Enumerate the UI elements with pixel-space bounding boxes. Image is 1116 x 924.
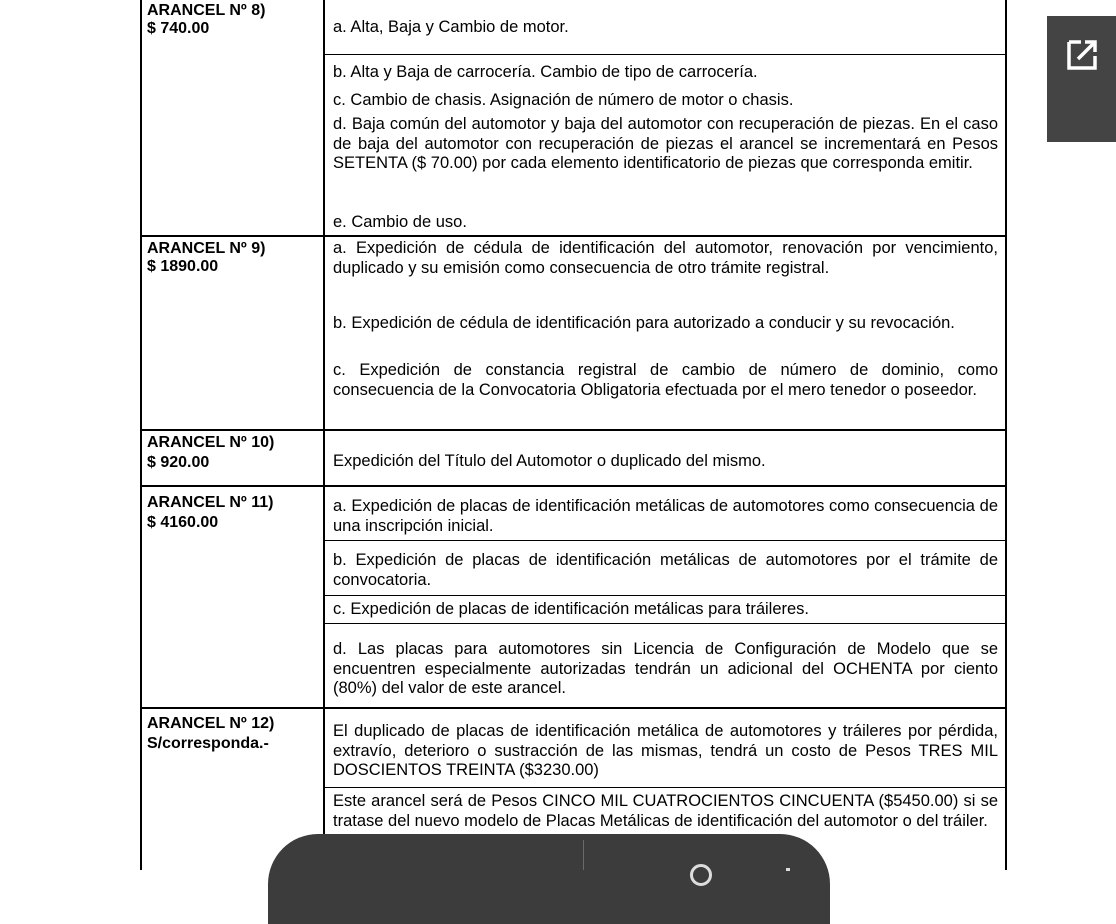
arancel-item: Expedición del Título del Automotor o duplicado del mismo. [333,452,766,470]
arancel-label [147,434,317,472]
row-separator [140,485,1007,487]
zoom-icon[interactable] [690,864,712,886]
row-separator [140,707,1007,709]
arancel-item: e. Cambio de uso. [333,213,467,231]
arancel-number: ARANCEL Nº 9) [147,240,266,257]
arancel-number: ARANCEL Nº 10) [147,434,275,451]
arancel-number: ARANCEL Nº 8) [147,2,266,19]
table-right-border [1005,0,1007,870]
arancel-item: a. Expedición de cédula de identificación del automotor, renovación por vencimiento, duplicado y su emisión como consecuencia de otro trámite registral. [333,239,998,277]
arancel-label [147,2,317,38]
table-left-border [140,0,142,870]
toolbar-divider [583,840,584,870]
arancel-item: a. Alta, Baja y Cambio de motor. [333,18,569,36]
arancel-item: b. Alta y Baja de carrocería. Cambio de tipo de carrocería. [333,63,758,81]
arancel-label [147,715,317,753]
row-separator [140,235,1007,237]
arancel-item: c. Cambio de chasis. Asignación de número de motor o chasis. [333,91,794,109]
arancel-item: b. Expedición de placas de identificación metálicas de automotores por el trámite de convocatoria. [333,551,998,589]
arancel-item: b. Expedición de cédula de identificación para autorizado a conducir y su revocación. [333,314,955,332]
arancel-number: ARANCEL Nº 12) [147,715,275,732]
arancel-price: $ 920.00 [147,454,210,471]
subrow-separator [324,623,1006,624]
arancel-item: c. Expedición de constancia registral de cambio de número de dominio, como consecuencia de la Convocatoria Obligatoria efectuada por el mero tenedor o poseedor. [333,361,998,399]
arancel-price: $ 1890.00 [147,258,219,275]
arancel-label [147,494,317,532]
open-in-new-icon [1065,38,1099,72]
arancel-item: Este arancel será de Pesos CINCO MIL CUATROCIENTOS CINCUENTA ($5450.00) si se tratase del nuevo modelo de Placas Metálicas de identificación del automotor o del tráiler. [333,792,998,830]
arancel-item: d. Baja común del automotor y baja del automotor con recuperación de piezas. En el caso de baja del automotor con recuperación de piezas el arancel se incrementará en Pesos SETENTA ($ 70.00) por cada elemento identificatorio de piezas que corresponda emitir. [333,115,998,172]
arancel-item: d. Las placas para automotores sin Licencia de Configuración de Modelo que se encuentren especialmente autorizadas tendrán un adicional del OCHENTA por ciento (80%) del valor de este arancel. [333,640,998,697]
arancel-price: $ 740.00 [147,20,210,37]
arancel-item: El duplicado de placas de identificación metálica de automotores y tráileres por pérdida, extravío, deterioro o sustracción de las mismas, tendrá un costo de Pesos TRES MIL DOSCIENTOS TREINTA ($3230.00) [333,722,998,779]
subrow-separator [324,787,1006,788]
arancel-number: ARANCEL Nº 11) [147,494,274,511]
subrow-separator [324,54,1006,55]
arancel-label [147,240,317,276]
row-separator [140,429,1007,431]
viewer-toolbar[interactable] [268,834,830,924]
open-in-new-button[interactable] [1047,16,1116,142]
subrow-separator [324,540,1006,541]
arancel-price: S/corresponda.- [147,735,269,752]
arancel-price: $ 4160.00 [147,514,219,531]
arancel-item: c. Expedición de placas de identificación metálicas para tráileres. [333,600,810,618]
arancel-item: a. Expedición de placas de identificación metálicas de automotores como consecuencia de una inscripción inicial. [333,497,998,535]
table-column-divider [323,0,325,870]
subrow-separator [324,595,1006,596]
